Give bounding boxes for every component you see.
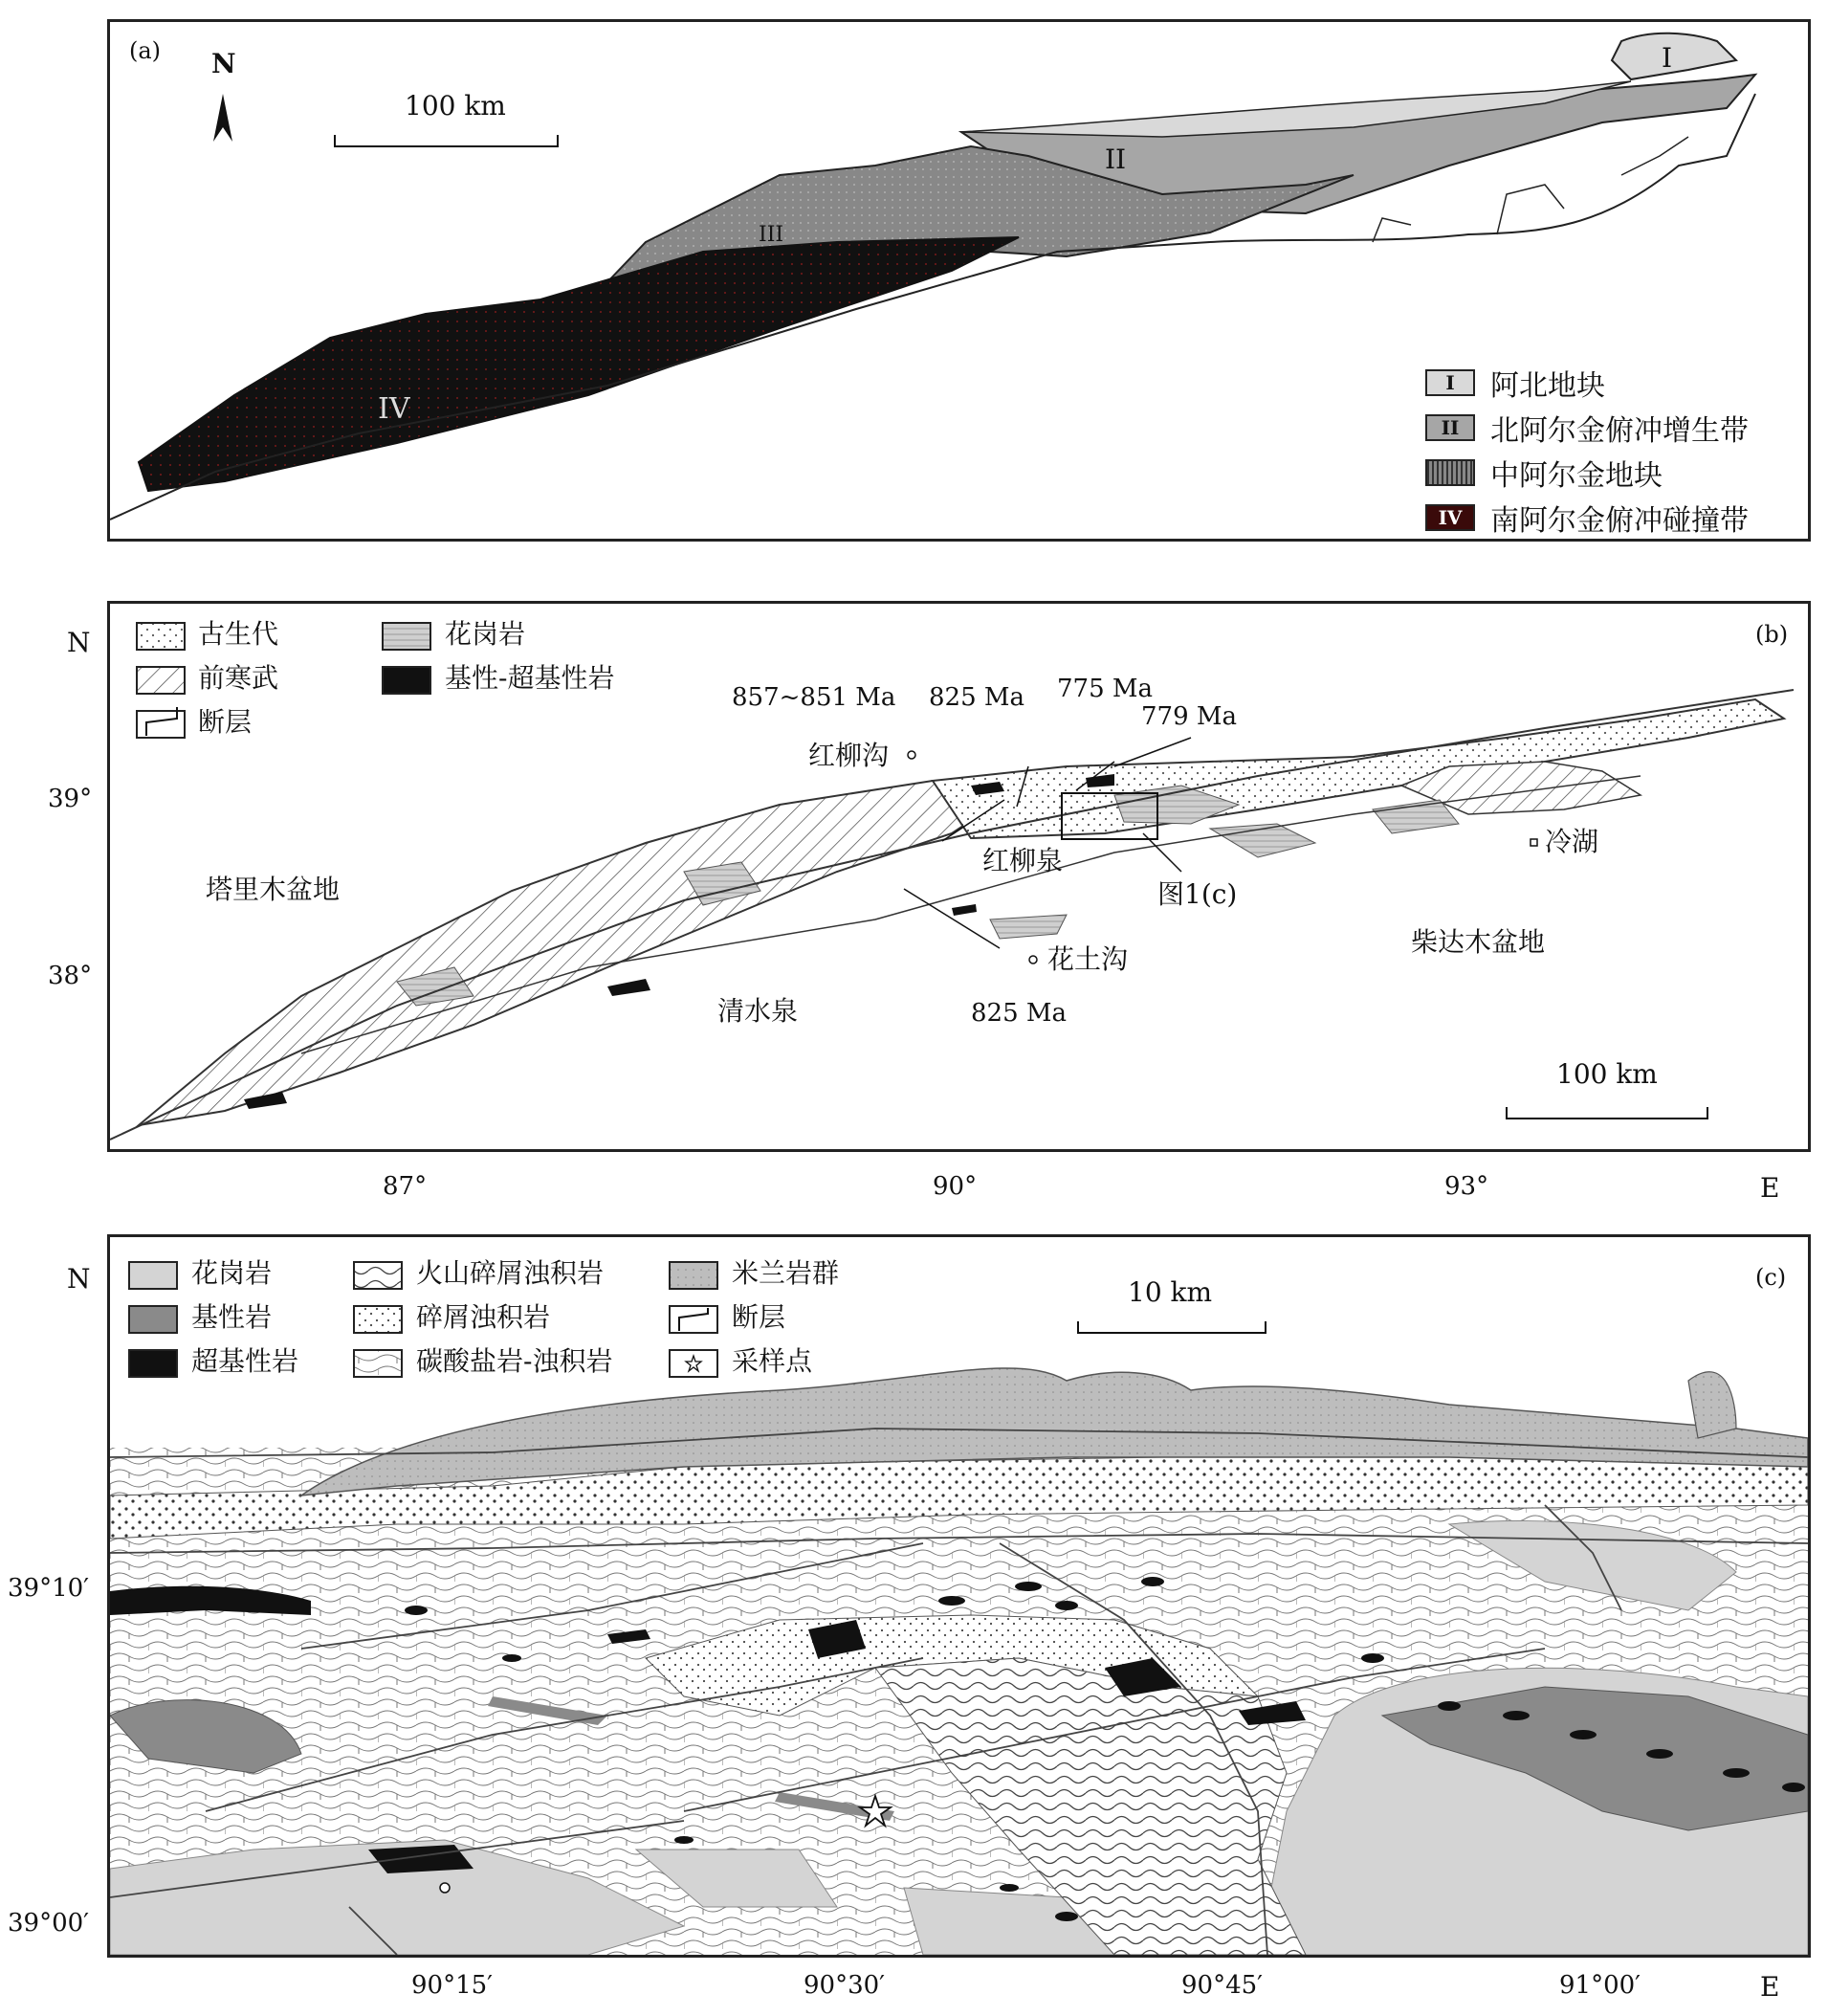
zone-iv-label: IV [378, 392, 410, 426]
legend-swatch: IV [1425, 504, 1475, 531]
legend-label: 北阿尔金俯冲增生带 [1490, 414, 1749, 448]
legend-swatch-paleozoic [137, 623, 185, 650]
legend-zone-iii [1425, 452, 1663, 494]
place-hongliuquan: 红柳泉 [982, 845, 1064, 876]
legend-label-milan: 米兰岩群 [732, 1257, 840, 1289]
scale-label: 100 km [405, 90, 506, 122]
legend-swatch-precambrian [137, 667, 185, 694]
east-label: E [1760, 1971, 1780, 2003]
lon-tick-9015: 90°15′ [411, 1971, 494, 2000]
place-hongliugou: 红柳沟 [808, 740, 890, 771]
lon-tick-90: 90° [933, 1172, 978, 1201]
legend-label-volcaniclastic: 火山碎屑浊积岩 [416, 1257, 605, 1289]
north-label: N [211, 48, 236, 79]
lon-tick-9045: 90°45′ [1181, 1971, 1264, 2000]
lon-tick-9030: 90°30′ [804, 1971, 886, 2000]
precambrian-area [139, 781, 1009, 1125]
legend-label-fault: 断层 [198, 706, 253, 738]
age-775: 775 Ma [1057, 675, 1154, 703]
legend-swatch [1425, 459, 1475, 486]
panel-tag: (b) [1755, 621, 1789, 648]
place-huatugou: 花土沟 [1047, 943, 1129, 975]
scale-label: 10 km [1128, 1276, 1213, 1308]
scale-bar-c [1078, 1321, 1266, 1333]
lat-tick-3910: 39°10′ [8, 1574, 90, 1603]
north-label: N [67, 627, 91, 658]
legend-swatch: I [1425, 369, 1475, 396]
legend-label: 中阿尔金地块 [1490, 459, 1663, 493]
legend-swatch-volcaniclastic [354, 1262, 402, 1289]
age-779: 779 Ma [1141, 702, 1238, 731]
age-857: 857~851 Ma [732, 683, 896, 712]
north-arrow-icon [213, 94, 232, 142]
panel-tag: (a) [129, 37, 162, 64]
panel-a [107, 19, 1811, 542]
place-tarim: 塔里木盆地 [206, 874, 341, 905]
legend-zone-iv [1425, 497, 1749, 539]
north-label: N [67, 1263, 91, 1295]
legend-label-fault: 断层 [732, 1301, 786, 1333]
scale-bar-a [335, 135, 558, 146]
legend-label-ultramafic: 超基性岩 [191, 1345, 299, 1377]
zone-iv-shape [139, 237, 1019, 491]
panel-c [107, 1234, 1811, 1958]
fig1c-label: 图1(c) [1157, 878, 1238, 910]
scale-label: 100 km [1556, 1058, 1658, 1090]
age-825-south: 825 Ma [971, 999, 1068, 1028]
legend-swatch-mafic [129, 1306, 177, 1333]
legend-swatch-granite [383, 623, 430, 650]
place-qingshuiquan: 清水泉 [717, 995, 799, 1027]
lon-tick-9100: 91°00′ [1559, 1971, 1641, 2000]
lat-tick-3900: 39°00′ [8, 1909, 90, 1938]
scale-bar-b [1507, 1107, 1707, 1119]
paleozoic-area [933, 699, 1784, 838]
panel-tag: (c) [1755, 1264, 1787, 1291]
zone-i-label: I [1662, 42, 1673, 74]
legend-label-granite: 花岗岩 [191, 1257, 273, 1289]
legend-label-paleozoic: 古生代 [198, 618, 279, 650]
zone-ii-label: II [1105, 144, 1127, 175]
legend-swatch: II [1425, 414, 1475, 441]
place-lenghu: 冷湖 [1545, 826, 1599, 857]
legend-label-mafic: 基性-超基性岩 [445, 662, 615, 694]
legend-swatch-ultramafic [129, 1350, 177, 1377]
legend-swatch-milan [670, 1262, 717, 1289]
east-label: E [1760, 1172, 1780, 1204]
legend-swatch-fault [670, 1306, 717, 1333]
panel-c-map [110, 1237, 1808, 1955]
legend-zone-i [1425, 362, 1605, 404]
lat-tick-38: 38° [48, 962, 93, 990]
lon-tick-87: 87° [383, 1172, 428, 1201]
legend-label-clastic: 碎屑浊积岩 [416, 1301, 551, 1333]
legend-label: 阿北地块 [1490, 369, 1605, 403]
lon-tick-93: 93° [1444, 1172, 1489, 1201]
legend-swatch-granite [129, 1262, 177, 1289]
legend-label-carbonate: 碳酸盐岩-浊积岩 [416, 1345, 613, 1377]
legend-label-granite: 花岗岩 [445, 618, 526, 650]
legend-swatch-carbonate [354, 1350, 402, 1377]
legend-zone-ii [1425, 407, 1749, 449]
legend-label: 南阿尔金俯冲碰撞带 [1490, 504, 1749, 538]
zone-i-shape [1612, 33, 1736, 79]
panel-b [107, 601, 1811, 1152]
age-825-north: 825 Ma [929, 683, 1025, 712]
legend-swatch-clastic [354, 1306, 402, 1333]
legend-swatch-mafic [383, 667, 430, 694]
legend-label-precambrian: 前寒武 [198, 662, 279, 694]
zone-iii-label: III [759, 223, 784, 247]
place-qaidam: 柴达木盆地 [1411, 926, 1546, 958]
lat-tick-39: 39° [48, 785, 93, 813]
legend-label-sample: 采样点 [732, 1345, 813, 1377]
legend-label-mafic: 基性岩 [191, 1301, 273, 1333]
